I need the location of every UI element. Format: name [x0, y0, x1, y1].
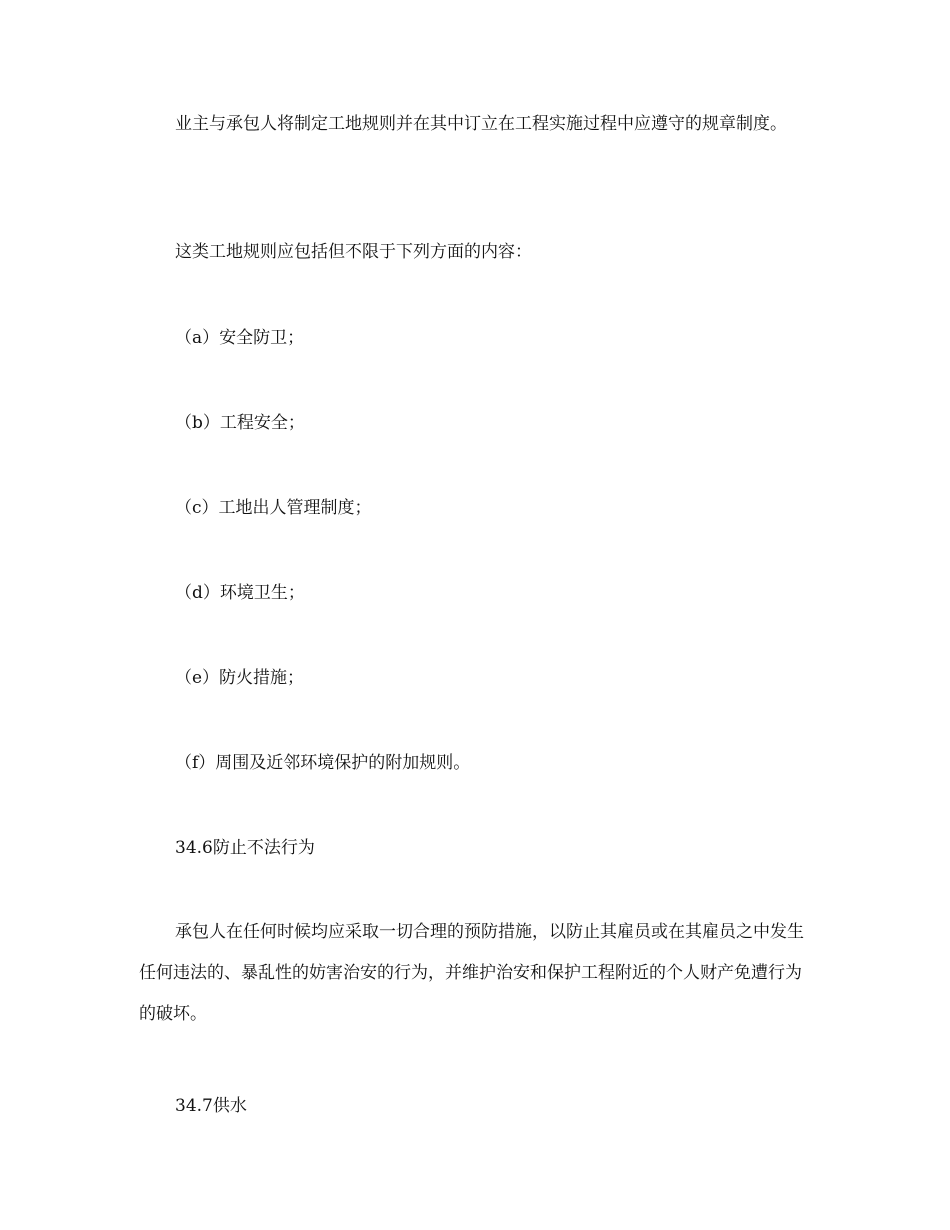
list-item-c: （c）工地出人管理制度； — [175, 498, 372, 518]
list-item-e: （e）防火措施； — [175, 668, 305, 688]
paragraph-site-rules-content: 这类工地规则应包括但不限于下列方面的内容： — [175, 242, 532, 262]
list-item-f: （f）周围及近邻环境保护的附加规则。 — [175, 753, 471, 773]
list-item-d: （d）环境卫生； — [175, 583, 305, 603]
list-item-a: （a）安全防卫； — [175, 328, 305, 348]
paragraph-site-rules-intro: 业主与承包人将制定工地规则并在其中订立在工程实施过程中应遵守的规章制度。 — [175, 114, 787, 134]
section-heading-34-6: 34.6防止不法行为 — [175, 838, 315, 858]
paragraph-unlawful-conduct: 承包人在任何时候均应采取一切合理的预防措施，以防止其雇员或在其雇员之中发生任何违法的、暴乱性的妨害治安的行为，并维护治安和保护工程附近的个人财产免遭行为的破坏。 — [139, 922, 804, 1024]
list-item-b: （b）工程安全； — [175, 413, 305, 433]
section-heading-34-7: 34.7供水 — [175, 1096, 247, 1116]
